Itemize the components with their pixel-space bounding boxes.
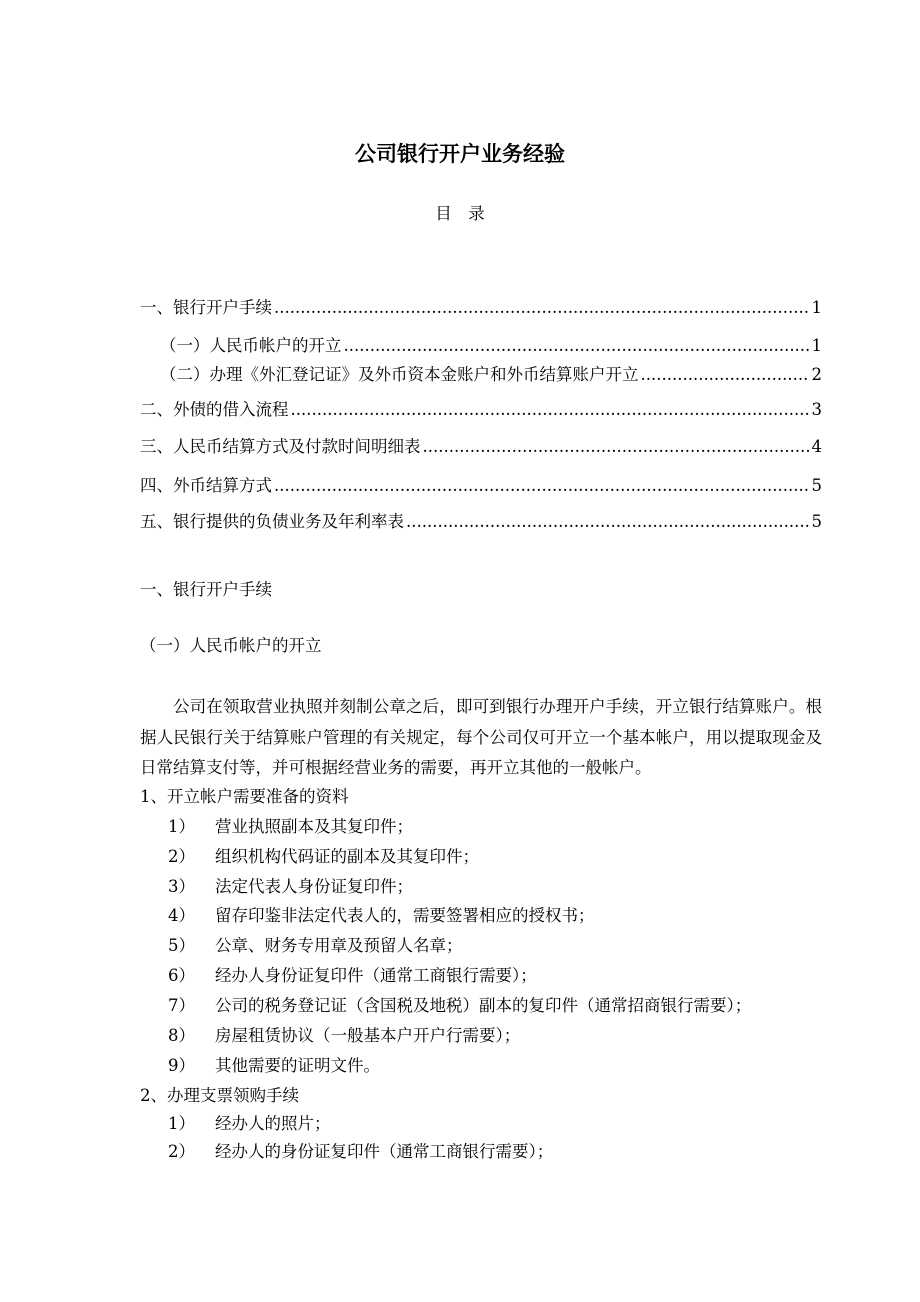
toc-entry[interactable] bbox=[140, 399, 822, 421]
toc-heading: 目 录 bbox=[435, 204, 485, 223]
toc-label: 二、外债的借入流程 bbox=[140, 400, 289, 419]
toc-label: （一）人民币帐户的开立 bbox=[160, 336, 342, 355]
toc-entry[interactable] bbox=[140, 511, 822, 533]
toc-leader bbox=[423, 436, 810, 458]
list-heading: 1、开立帐户需要准备的资料 bbox=[140, 787, 349, 806]
toc-page: 1 bbox=[811, 336, 822, 355]
list-item: 公司的税务登记证（含国税及地税）副本的复印件（通常招商银行需要）； bbox=[215, 996, 752, 1015]
toc-leader bbox=[641, 364, 810, 386]
toc-leader bbox=[274, 297, 810, 319]
list-item: 房屋租赁协议（一般基本户开户行需要）； bbox=[215, 1026, 521, 1045]
toc-page: 1 bbox=[811, 298, 822, 317]
list-number: 4） bbox=[168, 906, 195, 925]
list-number: 2） bbox=[168, 847, 195, 866]
toc-entry[interactable] bbox=[140, 475, 822, 497]
toc-leader bbox=[291, 399, 810, 421]
list-number: 8） bbox=[168, 1026, 195, 1045]
toc-entry[interactable] bbox=[140, 436, 822, 458]
list-item: 法定代表人身份证复印件； bbox=[215, 877, 413, 896]
toc-leader bbox=[344, 335, 810, 357]
toc-label: （二）办理《外汇登记证》及外币资本金账户和外币结算账户开立 bbox=[160, 365, 639, 384]
toc-label: 四、外币结算方式 bbox=[140, 476, 272, 495]
toc-page: 5 bbox=[811, 512, 822, 531]
list-item: 营业执照副本及其复印件； bbox=[215, 817, 413, 836]
list-number: 9） bbox=[168, 1056, 195, 1075]
list-item: 其他需要的证明文件。 bbox=[215, 1056, 380, 1075]
toc-entry[interactable] bbox=[160, 335, 822, 357]
toc-entry[interactable] bbox=[140, 297, 822, 319]
list-number: 3） bbox=[168, 877, 195, 896]
toc-leader bbox=[274, 475, 810, 497]
toc-leader bbox=[406, 511, 810, 533]
section-heading: 一、银行开户手续 bbox=[140, 580, 272, 599]
list-heading: 2、办理支票领购手续 bbox=[140, 1086, 299, 1105]
list-number: 7） bbox=[168, 996, 195, 1015]
toc-page: 4 bbox=[811, 437, 822, 456]
list-item: 经办人的照片； bbox=[215, 1114, 331, 1133]
list-number: 6） bbox=[168, 966, 195, 985]
toc-page: 3 bbox=[811, 400, 822, 419]
list-item: 经办人的身份证复印件（通常工商银行需要）； bbox=[215, 1142, 554, 1161]
body-paragraph: 公司在领取营业执照并刻制公章之后，即可到银行办理开户手续，开立银行结算账户。根据人民银行关于结算账户管理的有关规定，每个公司仅可开立一个基本帐户，用以提取现金及日常结算支付等，并可根据经营业务的需要，再开立其他的一般帐户。 bbox=[140, 697, 822, 777]
list-number: 1） bbox=[168, 1114, 195, 1133]
list-number: 5） bbox=[168, 936, 195, 955]
list-number: 1） bbox=[168, 817, 195, 836]
list-item: 公章、财务专用章及预留人名章； bbox=[215, 936, 463, 955]
toc-page: 5 bbox=[811, 476, 822, 495]
list-item: 组织机构代码证的副本及其复印件； bbox=[215, 847, 479, 866]
subsection-heading: （一）人民币帐户的开立 bbox=[140, 636, 322, 655]
list-item: 留存印鉴非法定代表人的，需要签署相应的授权书； bbox=[215, 906, 595, 925]
toc-page: 2 bbox=[811, 365, 822, 384]
list-item: 经办人身份证复印件（通常工商银行需要）； bbox=[215, 966, 537, 985]
document-title: 公司银行开户业务经验 bbox=[355, 141, 565, 166]
toc-label: 三、人民币结算方式及付款时间明细表 bbox=[140, 437, 421, 456]
toc-label: 五、银行提供的负债业务及年利率表 bbox=[140, 512, 404, 531]
toc-entry[interactable] bbox=[160, 364, 822, 386]
list-number: 2） bbox=[168, 1142, 195, 1161]
toc-label: 一、银行开户手续 bbox=[140, 298, 272, 317]
